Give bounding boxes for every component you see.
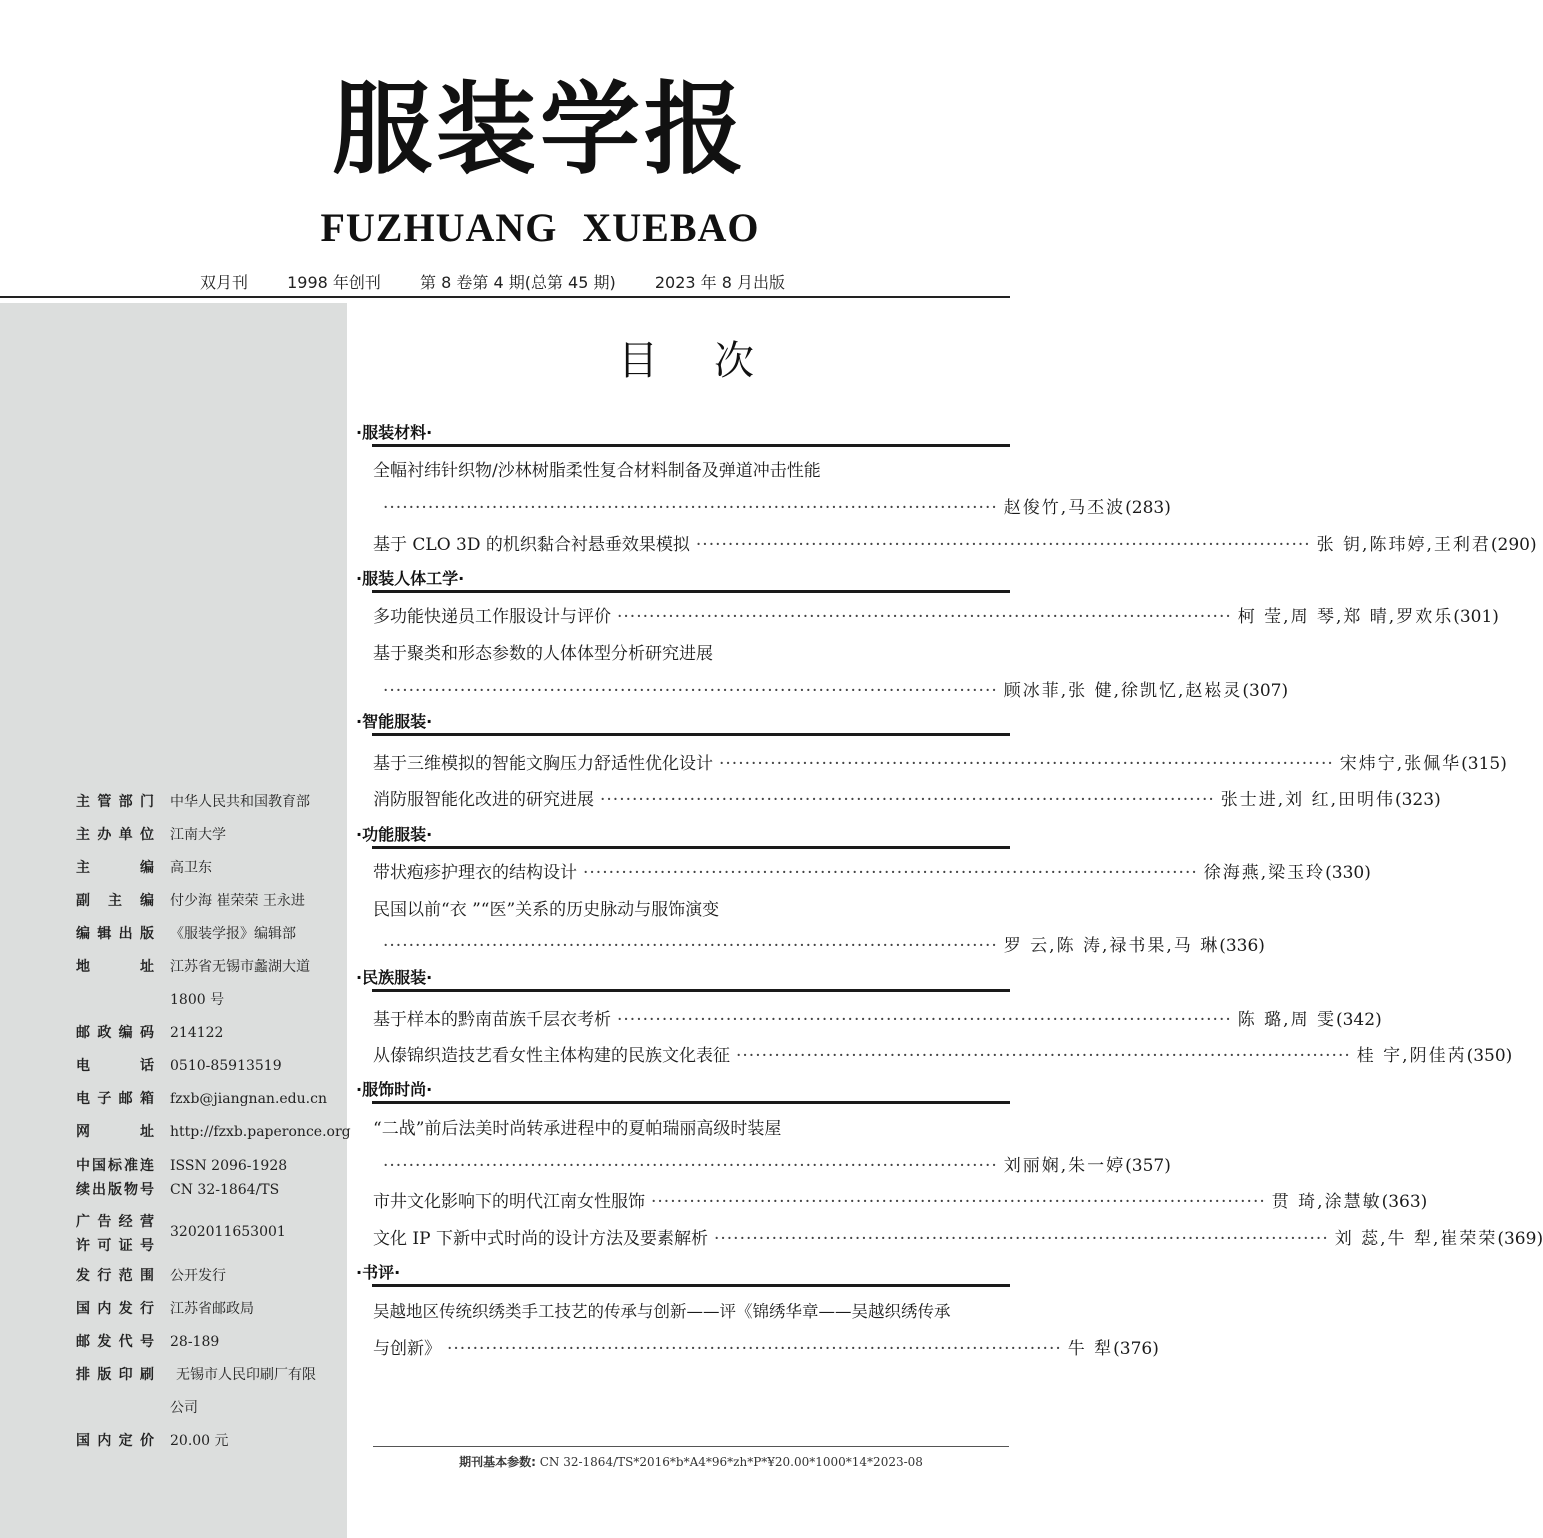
masthead-value: 江南大学 bbox=[170, 827, 226, 843]
entry-authors: 贯 琦,涂慧敏 bbox=[1271, 1192, 1382, 1212]
masthead-value: 214122 bbox=[170, 1025, 224, 1041]
journal-parameters bbox=[373, 1452, 1009, 1472]
masthead-value: 中华人民共和国教育部 bbox=[170, 794, 310, 810]
entry-title: 消防服智能化改进的研究进展 bbox=[373, 790, 594, 810]
toc-entry[interactable] bbox=[373, 933, 1265, 959]
masthead-value: 《服装学报》编辑部 bbox=[170, 926, 296, 942]
entry-title: 多功能快递员工作服设计与评价 bbox=[373, 607, 611, 627]
masthead-label: 电话 bbox=[76, 1058, 154, 1074]
entry-title: 从傣锦织造技艺看女性主体构建的民族文化表征 bbox=[373, 1046, 730, 1066]
section-rule bbox=[372, 989, 1010, 992]
entry-authors: 罗 云,陈 涛,禄书果,马 琳 bbox=[1003, 936, 1220, 956]
header-divider bbox=[0, 296, 1010, 298]
toc-entry[interactable] bbox=[373, 751, 1507, 777]
section-heading bbox=[356, 968, 1010, 992]
section-heading-text: ·服装人体工学· bbox=[356, 569, 465, 588]
entry-page: (363) bbox=[1381, 1192, 1428, 1212]
founded: 1998 年创刊 bbox=[287, 273, 381, 292]
entry-authors: 刘丽娴,朱一婷 bbox=[1003, 1156, 1126, 1176]
masthead-row bbox=[76, 1365, 346, 1416]
entry-authors: 牛 犁 bbox=[1067, 1339, 1114, 1359]
section-rule bbox=[372, 444, 1010, 447]
masthead-label: 主办单位 bbox=[76, 827, 154, 843]
entry-authors: 张士进,刘 红,田明伟 bbox=[1220, 790, 1395, 810]
dot-leader: ································································································ bbox=[651, 1192, 1266, 1212]
entry-title: 基于 CLO 3D 的机织黏合衬悬垂效果模拟 bbox=[373, 535, 690, 555]
masthead-label: 主编 bbox=[76, 860, 154, 876]
volume-issue: 第 8 卷第 4 期(总第 45 期) bbox=[420, 273, 616, 292]
masthead-value: 3202011653001 bbox=[170, 1224, 286, 1240]
toc-entry-title[interactable] bbox=[373, 1299, 1023, 1325]
section-heading bbox=[356, 825, 1010, 849]
entry-page: (330) bbox=[1325, 863, 1371, 883]
masthead-label: 广告经营 bbox=[76, 1214, 154, 1230]
toc-entry[interactable] bbox=[373, 1189, 1428, 1215]
toc-entry[interactable] bbox=[373, 787, 1441, 813]
entry-page: (315) bbox=[1461, 754, 1507, 774]
entry-title: 基于三维模拟的智能文胸压力舒适性优化设计 bbox=[373, 754, 713, 774]
entry-authors: 张 钥,陈玮婷,王利君 bbox=[1316, 535, 1491, 555]
entry-authors: 陈 璐,周 雯 bbox=[1237, 1010, 1336, 1030]
section-rule bbox=[372, 1284, 1010, 1287]
dot-leader: ································································································ bbox=[713, 1229, 1329, 1249]
masthead-value: 28-189 bbox=[170, 1334, 220, 1350]
footer-divider bbox=[373, 1446, 1009, 1447]
dot-leader: ································································································ bbox=[695, 535, 1311, 555]
masthead-value-2: 公司 bbox=[170, 1400, 198, 1416]
journal-title-en: FUZHUANG XUEBAO bbox=[320, 205, 760, 250]
journal-title-cn: 服装学报 bbox=[332, 71, 748, 188]
section-heading-text: ·智能服装· bbox=[356, 712, 433, 731]
masthead-row bbox=[76, 957, 346, 1008]
entry-page: (307) bbox=[1242, 681, 1289, 701]
dot-leader: ································································································ bbox=[617, 1010, 1232, 1030]
section-heading bbox=[356, 569, 1010, 593]
masthead-row bbox=[76, 1210, 346, 1258]
entry-page: (357) bbox=[1125, 1156, 1171, 1176]
entry-title: 吴越地区传统织绣类手工技艺的传承与创新——评《锦绣华章——吴越织绣传承 bbox=[373, 1302, 951, 1321]
dot-leader: ································································································ bbox=[383, 1156, 998, 1176]
toc-entry-title[interactable] bbox=[373, 641, 1023, 667]
dot-leader: ································································································ bbox=[617, 607, 1232, 627]
entry-authors: 桂 宇,阴佳芮 bbox=[1356, 1046, 1467, 1066]
toc-title: 目次 bbox=[618, 338, 810, 384]
masthead-label: 电子邮箱 bbox=[76, 1091, 154, 1107]
entry-authors: 刘 蕊,牛 犁,崔荣荣 bbox=[1334, 1229, 1498, 1249]
section-heading-text: ·服饰时尚· bbox=[356, 1080, 433, 1099]
masthead-row bbox=[76, 1154, 346, 1202]
entry-title: 带状疱疹护理衣的结构设计 bbox=[373, 863, 577, 883]
entry-page: (350) bbox=[1466, 1046, 1513, 1066]
entry-page: (290) bbox=[1490, 535, 1537, 555]
toc-entry[interactable] bbox=[373, 532, 1537, 558]
masthead-label: 副主编 bbox=[76, 893, 154, 909]
masthead-value: 0510-85913519 bbox=[170, 1058, 282, 1074]
masthead-value-2: CN 32-1864/TS bbox=[170, 1182, 280, 1198]
masthead-value: 高卫东 bbox=[170, 860, 212, 876]
masthead-label-2: 续出版物号 bbox=[76, 1182, 154, 1198]
entry-title: 全幅衬纬针织物/沙林树脂柔性复合材料制备及弹道冲击性能 bbox=[373, 461, 821, 481]
entry-page: (301) bbox=[1453, 607, 1499, 627]
masthead-value: 江苏省邮政局 bbox=[170, 1301, 254, 1317]
section-rule bbox=[372, 590, 1010, 593]
masthead-label: 国内发行 bbox=[76, 1301, 154, 1317]
section-heading bbox=[356, 1080, 1010, 1104]
toc-entry[interactable] bbox=[373, 604, 1499, 630]
section-heading bbox=[356, 712, 1010, 736]
masthead-label: 主管部门 bbox=[76, 794, 154, 810]
toc-entry[interactable] bbox=[373, 1226, 1543, 1252]
entry-title: 文化 IP 下新中式时尚的设计方法及要素解析 bbox=[373, 1229, 708, 1249]
entry-page: (323) bbox=[1394, 790, 1441, 810]
entry-title: 基于样本的黔南苗族千层衣考析 bbox=[373, 1010, 611, 1030]
masthead-label: 中国标准连 bbox=[76, 1158, 154, 1174]
masthead-label-2: 许可证号 bbox=[76, 1238, 154, 1254]
masthead-value: 付少海 崔荣荣 王永进 bbox=[170, 893, 305, 909]
dot-leader: ································································································ bbox=[583, 863, 1198, 883]
masthead-label: 邮发代号 bbox=[76, 1334, 154, 1350]
entry-title: 市井文化影响下的明代江南女性服饰 bbox=[373, 1192, 645, 1212]
entry-page: (283) bbox=[1125, 498, 1171, 518]
toc-entry[interactable] bbox=[373, 1007, 1382, 1033]
section-heading bbox=[356, 1263, 1010, 1287]
section-heading-text: ·功能服装· bbox=[356, 825, 433, 844]
toc-entry[interactable] bbox=[373, 1043, 1513, 1069]
toc-entry[interactable] bbox=[373, 1153, 1171, 1179]
masthead-value: fzxb@jiangnan.edu.cn bbox=[170, 1091, 327, 1107]
entry-title: 基于聚类和形态参数的人体体型分析研究进展 bbox=[373, 644, 713, 664]
entry-title: 民国以前“衣 ”“医”关系的历史脉动与服饰演变 bbox=[373, 900, 720, 920]
publication-info bbox=[200, 271, 819, 295]
masthead-value: 江苏省无锡市蠡湖大道 bbox=[170, 959, 310, 975]
masthead-value: 公开发行 bbox=[170, 1268, 226, 1284]
toc-entry[interactable] bbox=[373, 495, 1171, 521]
entry-page: (342) bbox=[1335, 1010, 1382, 1030]
toc-entry[interactable] bbox=[373, 1336, 1159, 1362]
parameters-value: CN 32-1864/TS*2016*b*A4*96*zh*P*¥20.00*1000*14*2023-08 bbox=[539, 1455, 923, 1469]
dot-leader: ································································································ bbox=[600, 790, 1215, 810]
parameters-label: 期刊基本参数: bbox=[459, 1455, 536, 1469]
entry-page: (369) bbox=[1497, 1229, 1543, 1249]
toc-entry-title[interactable] bbox=[373, 1116, 1023, 1142]
masthead-label: 国内定价 bbox=[76, 1433, 154, 1449]
entry-title-2: 与创新》 bbox=[373, 1339, 441, 1359]
toc-entry[interactable] bbox=[373, 860, 1371, 886]
dot-leader: ································································································ bbox=[719, 754, 1334, 774]
masthead-label: 邮政编码 bbox=[76, 1025, 154, 1041]
dot-leader: ································································································ bbox=[447, 1339, 1062, 1359]
section-heading bbox=[356, 423, 1010, 447]
frequency: 双月刊 bbox=[200, 273, 249, 292]
dot-leader: ································································································ bbox=[383, 936, 998, 956]
entry-authors: 顾冰菲,张 健,徐凯忆,赵崧灵 bbox=[1003, 681, 1243, 701]
masthead-label: 发行范围 bbox=[76, 1268, 154, 1284]
toc-entry-title[interactable] bbox=[373, 458, 1023, 484]
entry-authors: 柯 莹,周 琴,郑 晴,罗欢乐 bbox=[1237, 607, 1454, 627]
dot-leader: ································································································ bbox=[383, 498, 998, 518]
toc-entry[interactable] bbox=[373, 678, 1289, 704]
entry-page: (336) bbox=[1219, 936, 1265, 956]
masthead-label: 编辑出版 bbox=[76, 926, 154, 942]
published-date: 2023 年 8 月出版 bbox=[654, 273, 786, 292]
masthead-value: 20.00 元 bbox=[170, 1433, 229, 1449]
masthead-value-2: 1800 号 bbox=[170, 992, 225, 1008]
entry-authors: 赵俊竹,马丕波 bbox=[1003, 498, 1126, 518]
masthead-label: 排版印刷 bbox=[76, 1367, 154, 1383]
section-heading-text: ·民族服装· bbox=[356, 968, 433, 987]
dot-leader: ································································································ bbox=[383, 681, 998, 701]
section-rule bbox=[372, 846, 1010, 849]
section-rule bbox=[372, 1101, 1010, 1104]
section-heading-text: ·书评· bbox=[356, 1263, 401, 1282]
section-heading-text: ·服装材料· bbox=[356, 423, 433, 442]
entry-page: (376) bbox=[1113, 1339, 1159, 1359]
masthead-value: ISSN 2096-1928 bbox=[170, 1158, 288, 1174]
entry-authors: 宋炜宁,张佩华 bbox=[1339, 754, 1462, 774]
dot-leader: ································································································ bbox=[736, 1046, 1351, 1066]
masthead-label: 地址 bbox=[76, 959, 154, 975]
entry-authors: 徐海燕,梁玉玲 bbox=[1203, 863, 1326, 883]
section-rule bbox=[372, 733, 1010, 736]
masthead-label: 网址 bbox=[76, 1124, 154, 1140]
masthead-value: 无锡市人民印刷厂有限 bbox=[176, 1367, 316, 1383]
entry-title: “二战”前后法美时尚转承进程中的夏帕瑞丽高级时装屋 bbox=[373, 1119, 782, 1139]
masthead-value: http://fzxb.paperonce.org bbox=[170, 1124, 351, 1140]
masthead-sidebar bbox=[0, 303, 347, 1538]
toc-entry-title[interactable] bbox=[373, 897, 1023, 923]
